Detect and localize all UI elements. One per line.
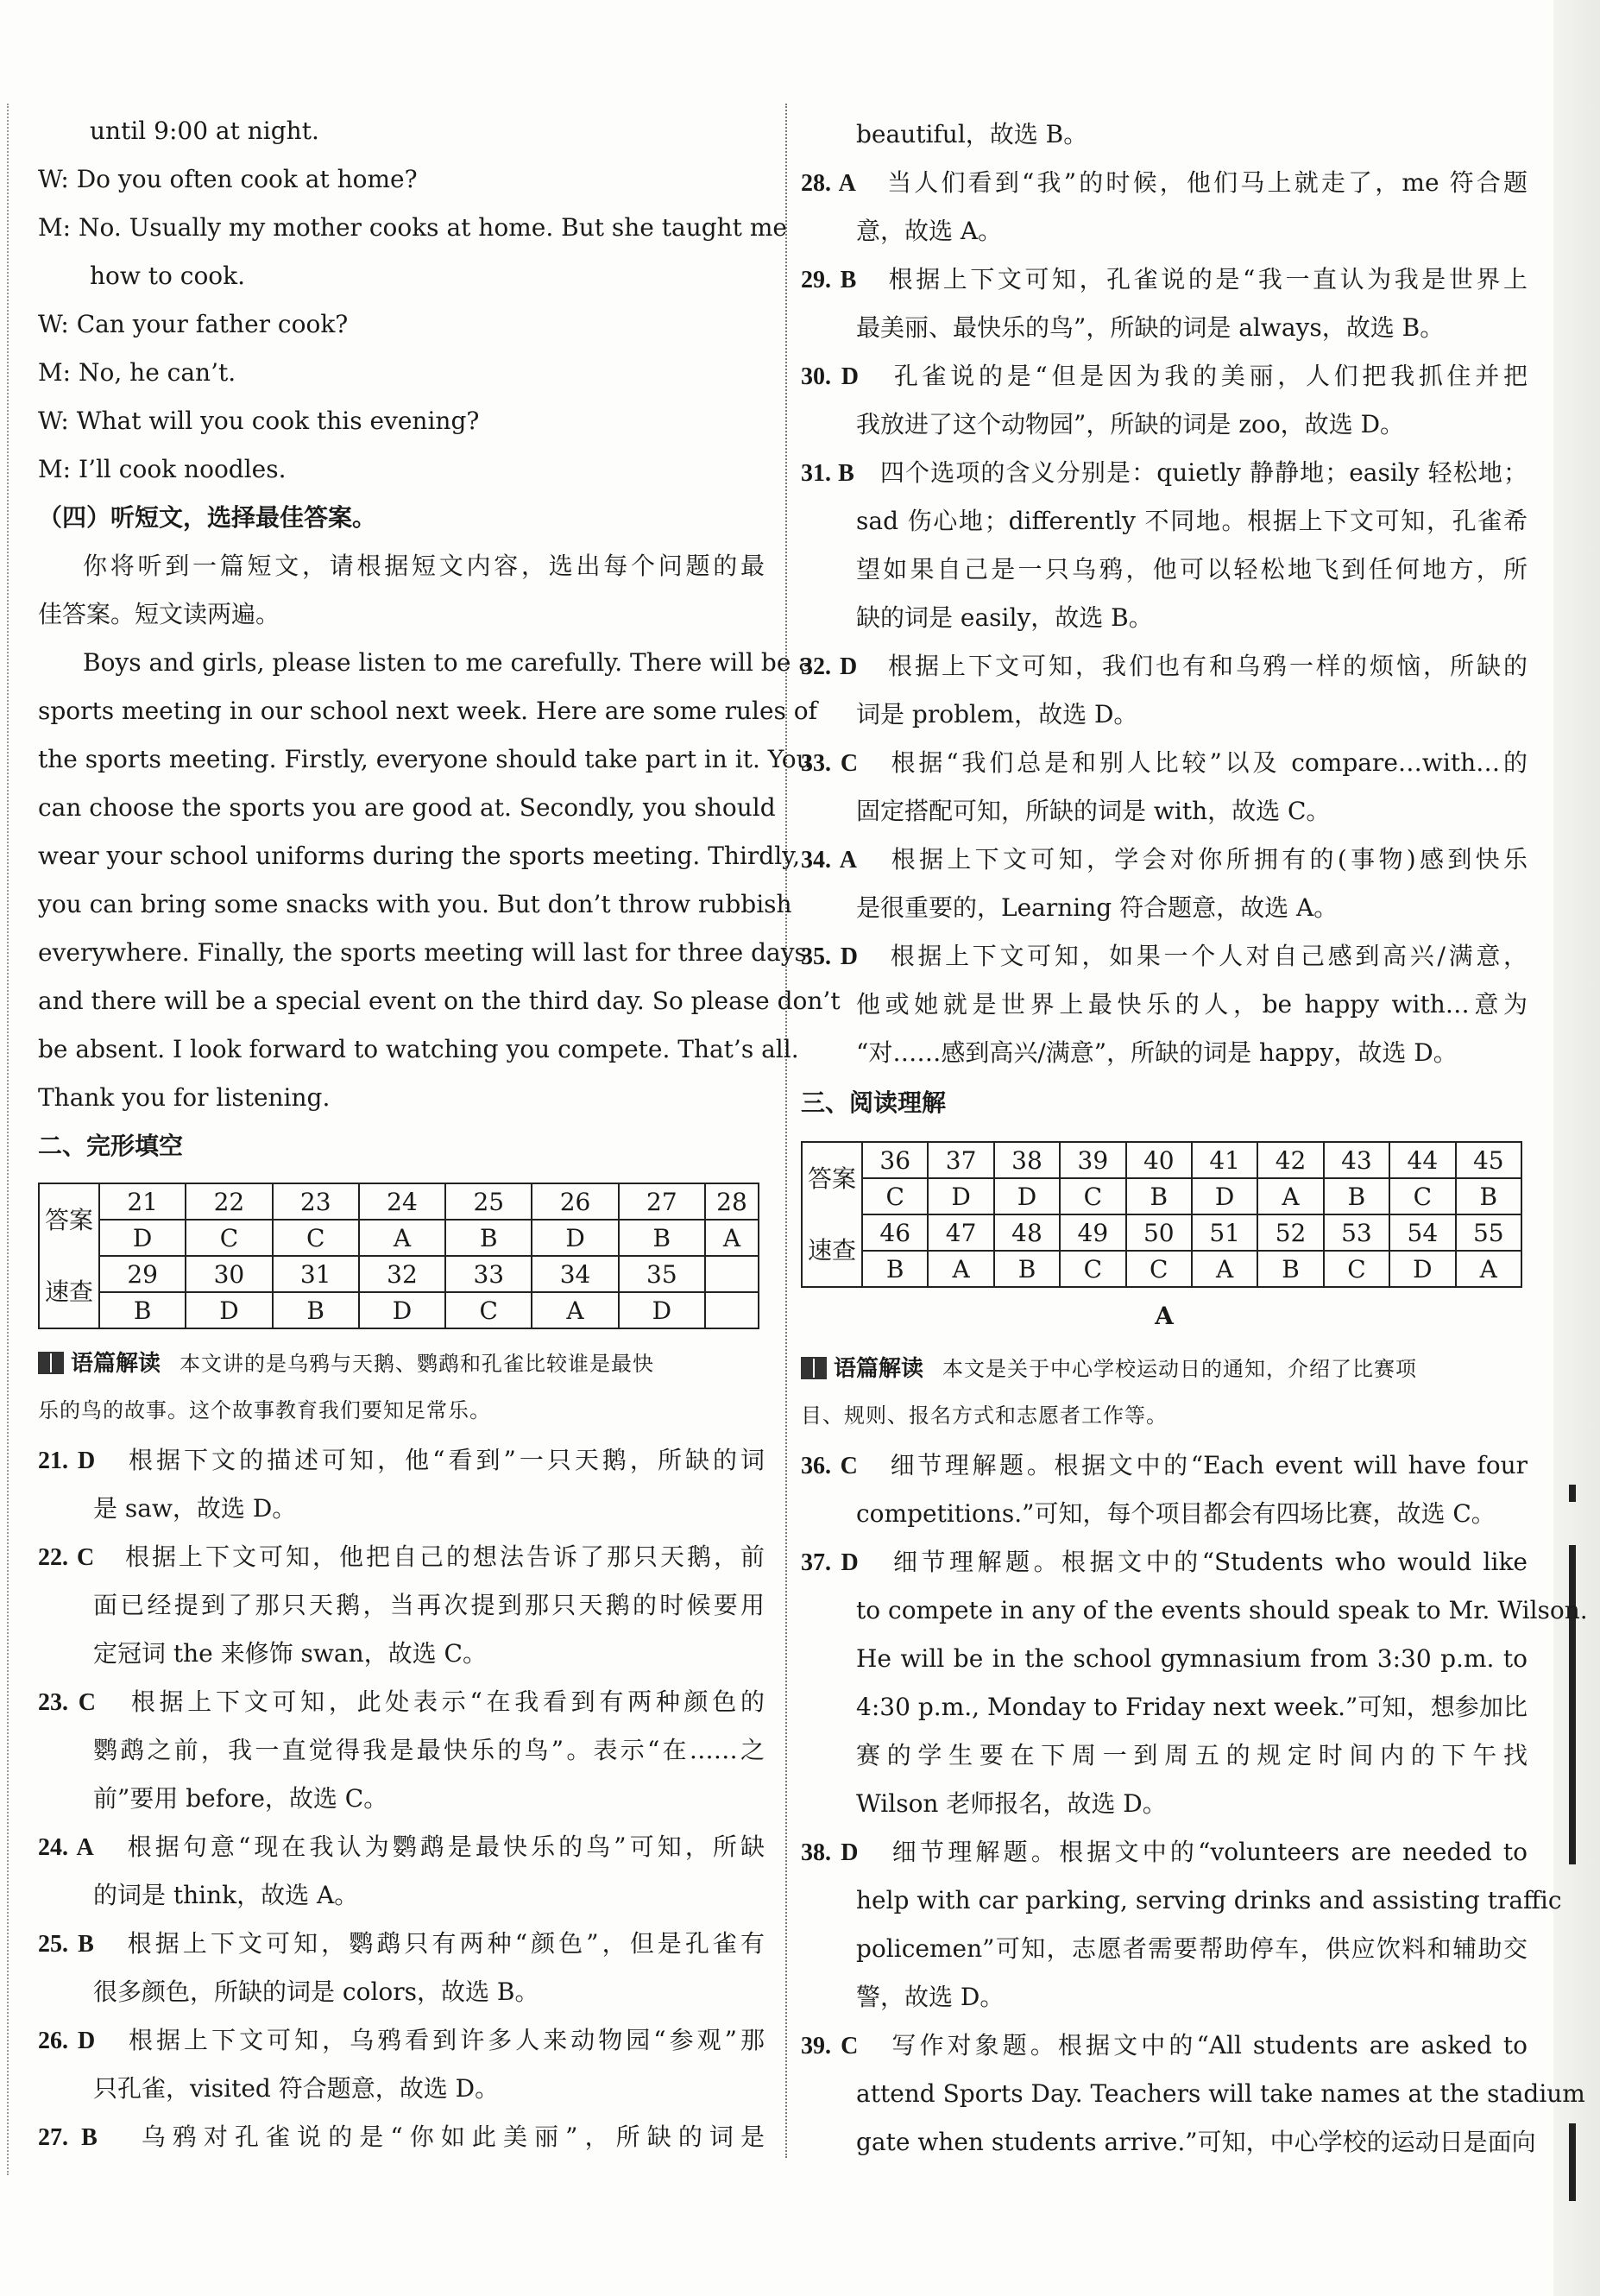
table-cell: 24: [359, 1183, 445, 1220]
table-cell: 22: [186, 1183, 272, 1220]
table-cell: 46: [862, 1214, 928, 1251]
explanation-line: 前”要用 before，故选 C。: [93, 1784, 388, 1813]
table-cell: 23: [273, 1183, 359, 1220]
passage-line: Boys and girls, please listen to me carefully. There will be a: [83, 648, 814, 677]
table-label: 答案: [39, 1183, 99, 1256]
explanation-line: 很多颜色，所缺的词是 colors，故选 B。: [93, 1977, 539, 2006]
table-cell: 33: [445, 1256, 532, 1292]
explanation-33: 33. C 根据“我们总是和别人比较”以及 compare…with…的: [801, 748, 1528, 777]
explanation-line: sad 伤心地；differently 不同地。根据上下文可知，孔雀希: [856, 507, 1528, 535]
table-cell: 39: [1060, 1142, 1125, 1178]
explanation-line: 他或她就是世界上最快乐的人，be happy with…意为: [856, 990, 1528, 1019]
explanation-29: 29. B 根据上下文可知，孔雀说的是“我一直认为我是世界上: [801, 265, 1528, 293]
table-cell: D: [619, 1292, 705, 1328]
dialogue-line: M: No. Usually my mother cooks at home. But she taught me: [38, 213, 787, 242]
explanation-35: 35. D 根据上下文可知，如果一个人对自己感到高兴/满意，: [801, 942, 1528, 970]
explanation-line: “对……感到高兴/满意”，所缺的词是 happy，故选 D。: [856, 1038, 1458, 1067]
table-cell: B: [273, 1292, 359, 1328]
table-cell: 41: [1192, 1142, 1257, 1178]
dialogue-line: W: Do you often cook at home?: [38, 165, 418, 193]
explanation-line: 面已经提到了那只天鹅，当再次提到那只天鹅的时候要用: [93, 1591, 765, 1619]
passage-line: can choose the sports you are good at. Secondly, you should: [38, 793, 776, 822]
table-cell: B: [619, 1220, 705, 1256]
table-cell: 21: [99, 1183, 186, 1220]
table-cell: 26: [532, 1183, 618, 1220]
table-cell: 52: [1257, 1214, 1323, 1251]
table-cell: 32: [359, 1256, 445, 1292]
table-cell: B: [1126, 1178, 1192, 1214]
explanation-31: 31. B 四个选项的含义分别是：quietly 静静地；easily 轻松地；: [801, 458, 1528, 487]
table-label: 速查: [39, 1256, 99, 1328]
table-cell: 35: [619, 1256, 705, 1292]
table-cell: A: [705, 1220, 759, 1256]
table-cell: C: [186, 1220, 272, 1256]
passage-line: wear your school uniforms during the sports meeting. Thirdly,: [38, 842, 801, 870]
passage-line: the sports meeting. Firstly, everyone should take part in it. You: [38, 745, 812, 773]
book-icon: [38, 1352, 64, 1374]
explanation-line: 最美丽、最快乐的鸟”，所缺的词是 always，故选 B。: [856, 313, 1445, 342]
explanation-line: 是很重要的，Learning 符合题意，故选 A。: [856, 893, 1339, 922]
instruction-line: 你将听到一篇短文，请根据短文内容，选出每个问题的最: [83, 552, 765, 580]
explanation-line: 鹦鹉之前，我一直觉得我是最快乐的鸟”。表示“在……之: [93, 1736, 765, 1764]
discourse-note: 语篇解读 本文讲的是乌鸦与天鹅、鹦鹉和孔雀比较谁是最快: [38, 1347, 765, 1381]
table-cell: 43: [1324, 1142, 1389, 1178]
edge-mark: [1569, 1485, 1576, 1502]
table-cell: 47: [928, 1214, 993, 1251]
table-cell: 29: [99, 1256, 186, 1292]
table-cell: B: [994, 1251, 1060, 1287]
table-label: 速查: [802, 1214, 862, 1287]
table-cell: C: [1324, 1251, 1389, 1287]
table-cell: B: [1324, 1178, 1389, 1214]
discourse-note-line: 目、规则、报名方式和志愿者工作等。: [801, 1403, 1168, 1428]
dialogue-line: M: No, he can’t.: [38, 358, 236, 387]
explanation-line: to compete in any of the events should speak to Mr. Wilson.: [856, 1596, 1588, 1624]
table-cell: 45: [1456, 1142, 1521, 1178]
table-cell: 27: [619, 1183, 705, 1220]
explanation-39: 39. C 写作对象题。根据文中的“All students are asked to: [801, 2031, 1528, 2059]
explanation-26: 26. D 根据上下文可知，乌鸦看到许多人来动物园“参观”那: [38, 2026, 765, 2054]
table-cell: D: [994, 1178, 1060, 1214]
reading-title: 三、阅读理解: [801, 1088, 947, 1117]
explanation-line: beautiful，故选 B。: [856, 120, 1088, 148]
table-cell: A: [1192, 1251, 1257, 1287]
explanation-line: help with car parking, serving drinks and assisting traffic: [856, 1886, 1562, 1914]
table-cell: D: [532, 1220, 618, 1256]
explanation-line: 我放进了这个动物园”，所缺的词是 zoo，故选 D。: [856, 410, 1405, 438]
table-cell: C: [1126, 1251, 1192, 1287]
explanation-line: 只孔雀，visited 符合题意，故选 D。: [93, 2074, 500, 2103]
explanation-28: 28. A 当人们看到“我”的时候，他们马上就走了，me 符合题: [801, 168, 1528, 197]
table-cell: 44: [1389, 1142, 1455, 1178]
explanation-30: 30. D 孔雀说的是“但是因为我的美丽，人们把我抓住并把: [801, 362, 1528, 390]
table-cell: 28: [705, 1183, 759, 1220]
table-cell: 37: [928, 1142, 993, 1178]
edge-mark: [1569, 2123, 1576, 2201]
table-cell: 25: [445, 1183, 532, 1220]
explanation-line: 定冠词 the 来修饰 swan，故选 C。: [93, 1639, 487, 1668]
page-edge: [1553, 0, 1600, 2296]
table-cell: C: [273, 1220, 359, 1256]
table-cell: A: [928, 1251, 993, 1287]
explanation-line: 4:30 p.m., Monday to Friday next week.”可知，想参加比: [856, 1693, 1528, 1721]
table-cell: D: [359, 1292, 445, 1328]
table-cell: D: [1389, 1251, 1455, 1287]
table-cell: 38: [994, 1142, 1060, 1178]
table-cell: D: [928, 1178, 993, 1214]
dialogue-line: M: I’ll cook noodles.: [38, 455, 287, 483]
dialogue-line: W: What will you cook this evening?: [38, 407, 480, 435]
cloze-title: 二、完形填空: [38, 1132, 184, 1160]
table-cell: A: [1456, 1251, 1521, 1287]
explanation-line: He will be in the school gymnasium from 3:30 p.m. to: [856, 1644, 1528, 1673]
passage-line: everywhere. Finally, the sports meeting will last for three days: [38, 938, 807, 967]
explanation-line: 赛的学生要在下周一到周五的规定时间内的下午找: [856, 1741, 1528, 1769]
explanation-38: 38. D 细节理解题。根据文中的“volunteers are needed to: [801, 1838, 1528, 1866]
reading-answer-table: [801, 1141, 1522, 1288]
table-cell: 36: [862, 1142, 928, 1178]
table-cell: D: [1192, 1178, 1257, 1214]
table-cell: C: [445, 1292, 532, 1328]
explanation-22: 22. C 根据上下文可知，他把自己的想法告诉了那只天鹅，前: [38, 1542, 765, 1571]
table-cell: A: [359, 1220, 445, 1256]
table-cell: 42: [1257, 1142, 1323, 1178]
table-cell: 40: [1126, 1142, 1192, 1178]
table-cell: 34: [532, 1256, 618, 1292]
dialogue-line: until 9:00 at night.: [90, 117, 319, 145]
explanation-21: 21. D 根据下文的描述可知，他“看到”一只天鹅，所缺的词: [38, 1446, 765, 1474]
table-label: 答案: [802, 1142, 862, 1214]
explanation-25: 25. B 根据上下文可知，鹦鹉只有两种“颜色”，但是孔雀有: [38, 1929, 765, 1958]
table-cell: B: [1456, 1178, 1521, 1214]
table-cell: D: [99, 1220, 186, 1256]
explanation-37: 37. D 细节理解题。根据文中的“Students who would like: [801, 1548, 1528, 1576]
passage-line: sports meeting in our school next week. Here are some rules of: [38, 697, 818, 725]
table-cell: C: [1060, 1251, 1125, 1287]
explanation-line: 的词是 think，故选 A。: [93, 1881, 359, 1909]
binding-edge-dots: [7, 104, 9, 2175]
table-cell: B: [445, 1220, 532, 1256]
explanation-27: 27. B 乌鸦对孔雀说的是“你如此美丽”，所缺的词是: [38, 2123, 765, 2151]
dialogue-line: how to cook.: [90, 262, 246, 290]
table-cell: C: [1389, 1178, 1455, 1214]
dialogue-line: W: Can your father cook?: [38, 310, 349, 338]
table-cell: 55: [1456, 1214, 1521, 1251]
discourse-note-line: 乐的鸟的故事。这个故事教育我们要知足常乐。: [38, 1398, 491, 1422]
edge-mark: [1569, 1545, 1576, 1580]
passage-label: A: [1155, 1302, 1174, 1330]
explanation-36: 36. C 细节理解题。根据文中的“Each event will have four: [801, 1451, 1528, 1479]
explanation-line: gate when students arrive.”可知，中心学校的运动日是面向: [856, 2128, 1536, 2156]
table-cell: C: [1060, 1178, 1125, 1214]
table-cell: A: [1257, 1178, 1323, 1214]
explanation-line: 望如果自己是一只乌鸦，他可以轻松地飞到任何地方，所: [856, 555, 1528, 583]
explanation-23: 23. C 根据上下文可知，此处表示“在我看到有两种颜色的: [38, 1687, 765, 1716]
table-cell: 48: [994, 1214, 1060, 1251]
passage-line: and there will be a special event on the third day. So please don’t: [38, 987, 841, 1015]
table-cell: 51: [1192, 1214, 1257, 1251]
cloze-answer-table: [38, 1183, 759, 1329]
table-cell: 31: [273, 1256, 359, 1292]
table-cell: B: [1257, 1251, 1323, 1287]
table-cell: [705, 1292, 759, 1328]
table-cell: B: [99, 1292, 186, 1328]
column-divider: [785, 104, 787, 2158]
table-cell: 50: [1126, 1214, 1192, 1251]
explanation-line: policemen”可知，志愿者需要帮助停车，供应饮料和辅助交: [856, 1934, 1528, 1963]
explanation-line: attend Sports Day. Teachers will take names at the stadium: [856, 2079, 1585, 2108]
passage-line: Thank you for listening.: [38, 1083, 331, 1112]
explanation-line: 是 saw，故选 D。: [93, 1494, 297, 1523]
explanation-line: 警，故选 D。: [856, 1983, 1005, 2011]
table-cell: B: [862, 1251, 928, 1287]
passage-line: you can bring some snacks with you. But don’t throw rubbish: [38, 890, 792, 918]
table-cell: D: [186, 1292, 272, 1328]
explanation-line: 固定搭配可知，所缺的词是 with，故选 C。: [856, 797, 1331, 825]
table-cell: C: [862, 1178, 928, 1214]
instruction-line: 佳答案。短文读两遍。: [38, 600, 280, 628]
table-cell: 54: [1389, 1214, 1455, 1251]
table-cell: 49: [1060, 1214, 1125, 1251]
explanation-line: 词是 problem，故选 D。: [856, 700, 1138, 729]
table-cell: A: [532, 1292, 618, 1328]
explanation-32: 32. D 根据上下文可知，我们也有和乌鸦一样的烦恼，所缺的: [801, 652, 1528, 680]
section-title: （四）听短文，选择最佳答案。: [38, 503, 377, 532]
discourse-note: 语篇解读 本文是关于中心学校运动日的通知，介绍了比赛项: [801, 1352, 1528, 1386]
table-cell: 30: [186, 1256, 272, 1292]
explanation-line: Wilson 老师报名，故选 D。: [856, 1789, 1167, 1818]
explanation-line: 缺的词是 easily，故选 B。: [856, 603, 1153, 632]
explanation-line: 意，故选 A。: [856, 217, 1003, 245]
book-icon: [801, 1357, 827, 1379]
explanation-24: 24. A 根据句意“现在我认为鹦鹉是最快乐的鸟”可知，所缺: [38, 1832, 765, 1861]
passage-line: be absent. I look forward to watching you compete. That’s all.: [38, 1035, 799, 1063]
table-cell: 53: [1324, 1214, 1389, 1251]
explanation-line: competitions.”可知，每个项目都会有四场比赛，故选 C。: [856, 1499, 1496, 1528]
table-cell: [705, 1256, 759, 1292]
explanation-34: 34. A 根据上下文可知，学会对你所拥有的(事物)感到快乐: [801, 845, 1528, 874]
